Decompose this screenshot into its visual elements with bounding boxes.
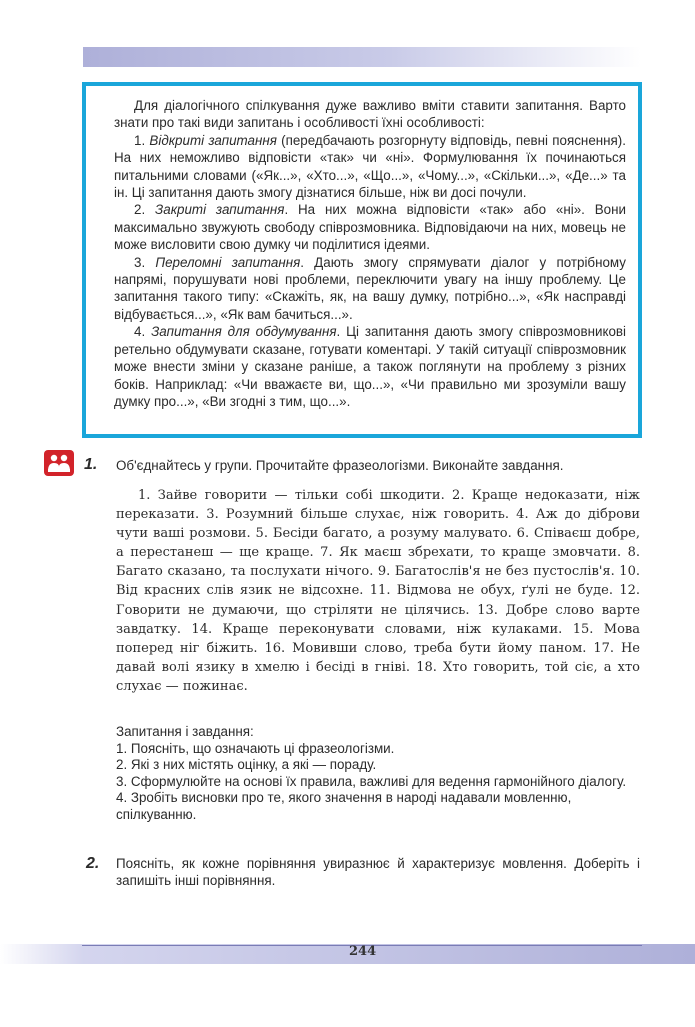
questions-title: Запитання і завдання:	[116, 724, 254, 739]
info-box-question-types	[82, 82, 642, 438]
task-2-text: Поясніть, як кожне порівняння увиразнює й характеризує мовлення. Доберіть і запишіть інші порівняння.	[116, 856, 640, 889]
task-1-number: 1.	[84, 456, 98, 473]
question-item: 3. Сформулюйте на основі їх правила, важливі для ведення гармонійного діалогу.	[116, 773, 627, 789]
info-item-turning: 3. Переломні запитання. Дають змогу спрямувати діалог у потрібному напрямі, порушувати нові проблеми, переключити увагу на іншу проблему. Це запитання такого типу: «Скажіть, як, на вашу думку, потрібно...», «Як насправді відбувається...», «Як вам бачиться...».	[114, 254, 626, 322]
top-decorative-bar	[83, 47, 641, 67]
page-number: 244	[349, 944, 377, 959]
info-item-open: 1. Відкриті запитання (передбачають розгорнуту відповідь, певні пояснення). На них неможливо відповісти «так» чи «ні». Формулювання їх починаються питальними словами («Як...», «Хто...», «Що...», «Чому...», «Скільки...», «Де...» та ін. Ці запитання дають змогу дізнатися більше, ніж ви досі почули.	[114, 132, 626, 201]
group-work-icon	[44, 450, 74, 476]
info-item-reflection: 4. Запитання для обдумування. Ці запитання дають змогу співрозмовникові ретельно обдумувати сказане, готувати коментарі. У такій ситуації співрозмовник може внести зміни у сказане раніше, а також поглянути на проблему з різних боків. Наприклад: «Чи вважаєте ви, що...», «Чи правильно ми зрозуміли вашу думку про...», «Ви згодні з тим, що...».	[114, 324, 626, 409]
question-item: 2. Які з них містять оцінку, а які — пораду.	[116, 757, 377, 773]
question-item: 1. Поясніть, що означають ці фразеологізми.	[116, 740, 395, 756]
phraseology-text: 1. Зайве говорити — тільки собі шкодити. 2. Краще недоказати, ніж переказати. 3. Розумний більше слухає, ніж говорить. 4. Аж до діброви чути ваші розмови. 5. Бесіди багато, а розуму малувато. 6. Співаєш добре, а перестанеш — ще краще. 7. Як маєш збрехати, то краще змовчати. 8. Багато сказано, та послухати нічого. 9. Багатослів'я не без пустослів'я. 10. Від красних слів язик не відсохне. 11. Відмова не обух, ґулі не буде. 12. Говорити не думаючи, що стріляти не цілячись. 13. Добре слово варте завдатку. 14. Краще переконувати словами, ніж кулаками. 15. Мова поперед ніг біжить. 16. Мовивши слово, треба бути йому паном. 17. Не давай волі язику в хмелю і бесіді в гніві. 18. Хто говорить, той сіє, а хто слухає — пожинає.	[116, 488, 640, 694]
phraseology-list	[116, 486, 640, 696]
bottom-decorative-bar	[0, 944, 695, 964]
info-item-closed: 2. Закриті запитання. На них можна відповісти «так» або «ні». Вони максимально звужують свободу співрозмовника. Відповідаючи на них, мовець не може висловити свою думку чи поділитися ідеями.	[114, 202, 626, 253]
question-item: 4. Зробіть висновки про те, якого значення в народі надавали мовленню, спілкуванню.	[116, 790, 572, 822]
questions-block	[116, 724, 640, 824]
task-2-number: 2.	[86, 855, 100, 872]
task-1-heading: Об'єднайтесь у групи. Прочитайте фразеологізми. Виконайте завдання.	[116, 458, 564, 473]
info-intro: Для діалогічного спілкування дуже важливо вміти ставити запитання. Варто знати про такі види запитань і особливості їхні особливості:	[114, 98, 626, 131]
